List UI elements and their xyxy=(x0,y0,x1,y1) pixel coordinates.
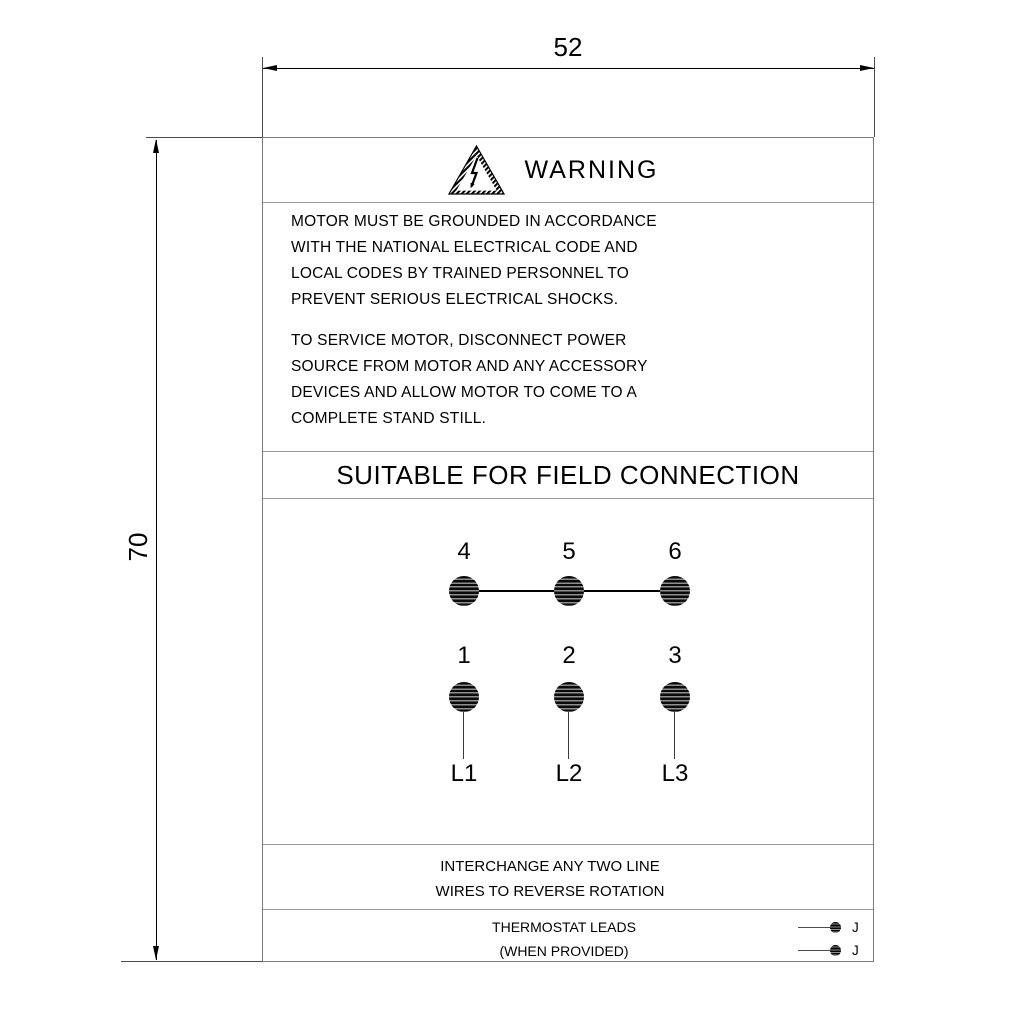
service-warning-line: COMPLETE STAND STILL. xyxy=(291,410,487,427)
service-warning-line: TO SERVICE MOTOR, DISCONNECT POWER xyxy=(291,332,627,349)
service-warning-paragraph xyxy=(291,328,873,432)
width-dimension-line xyxy=(263,68,874,69)
terminal-6-dot xyxy=(660,576,690,606)
warning-title: WARNING xyxy=(524,155,659,184)
height-dimension-line xyxy=(156,140,157,960)
height-extension-line-bottom xyxy=(121,961,262,962)
terminal-5-dot xyxy=(554,576,584,606)
thermostat-lead-dot-1 xyxy=(830,922,841,933)
line-lead-l3-label: L3 xyxy=(661,760,689,787)
grounding-warning-line: WITH THE NATIONAL ELECTRICAL CODE AND xyxy=(291,239,638,256)
width-extension-line-left xyxy=(262,57,263,137)
rotation-note-line: INTERCHANGE ANY TWO LINE xyxy=(440,858,660,875)
field-connection-title: SUITABLE FOR FIELD CONNECTION xyxy=(336,459,800,490)
rotation-note-line: WIRES TO REVERSE ROTATION xyxy=(435,883,665,900)
width-extension-line-right xyxy=(874,57,875,137)
terminal-5-label: 5 xyxy=(562,538,576,565)
thermostat-lead-dot-2 xyxy=(830,945,841,956)
thermostat-lead-1-label: J xyxy=(852,920,859,935)
terminal-4-label: 4 xyxy=(457,538,471,565)
thermostat-lead-2-label: J xyxy=(852,943,859,958)
warning-header xyxy=(263,138,873,203)
terminal-2-dot xyxy=(554,682,584,712)
height-dim-arrow-up-icon xyxy=(153,139,159,153)
thermostat-note-line: (WHEN PROVIDED) xyxy=(499,943,629,959)
terminal-2-label: 2 xyxy=(562,642,576,669)
height-dimension-label: 70 xyxy=(123,532,153,562)
thermostat-note xyxy=(263,909,873,963)
high-voltage-warning-icon xyxy=(448,145,505,195)
terminal-1-dot xyxy=(449,682,479,712)
height-dim-arrow-down-icon xyxy=(153,946,159,960)
line-lead-l2-label: L2 xyxy=(555,760,583,787)
terminal-1-label: 1 xyxy=(457,642,471,669)
terminal-4-dot xyxy=(449,576,479,606)
warning-body-text xyxy=(263,203,873,451)
grounding-warning-line: LOCAL CODES BY TRAINED PERSONNEL TO xyxy=(291,265,630,282)
field-connection-banner xyxy=(263,451,873,499)
width-dim-arrow-left-icon xyxy=(263,65,277,71)
grounding-warning-line: PREVENT SERIOUS ELECTRICAL SHOCKS. xyxy=(291,291,619,308)
service-warning-line: DEVICES AND ALLOW MOTOR TO COME TO A xyxy=(291,384,637,401)
lead-wire-l1 xyxy=(463,712,464,759)
terminal-connection-diagram xyxy=(263,499,873,844)
thermostat-note-line: THERMOSTAT LEADS xyxy=(492,919,636,935)
service-warning-line: SOURCE FROM MOTOR AND ANY ACCESSORY xyxy=(291,358,648,375)
thermostat-lead-wire-2 xyxy=(798,950,830,951)
width-dim-arrow-right-icon xyxy=(860,65,874,71)
motor-warning-label xyxy=(262,137,874,962)
terminal-6-label: 6 xyxy=(668,538,682,565)
terminal-3-dot xyxy=(660,682,690,712)
lead-wire-l3 xyxy=(674,712,675,759)
thermostat-lead-wire-1 xyxy=(798,927,830,928)
rotation-note xyxy=(263,844,873,909)
grounding-warning-line: MOTOR MUST BE GROUNDED IN ACCORDANCE xyxy=(291,213,657,230)
grounding-warning-paragraph xyxy=(291,209,873,313)
height-extension-line-top xyxy=(146,137,262,138)
width-dimension-label: 52 xyxy=(553,32,583,62)
lead-wire-l2 xyxy=(568,712,569,759)
line-lead-l1-label: L1 xyxy=(450,760,478,787)
terminal-3-label: 3 xyxy=(668,642,682,669)
